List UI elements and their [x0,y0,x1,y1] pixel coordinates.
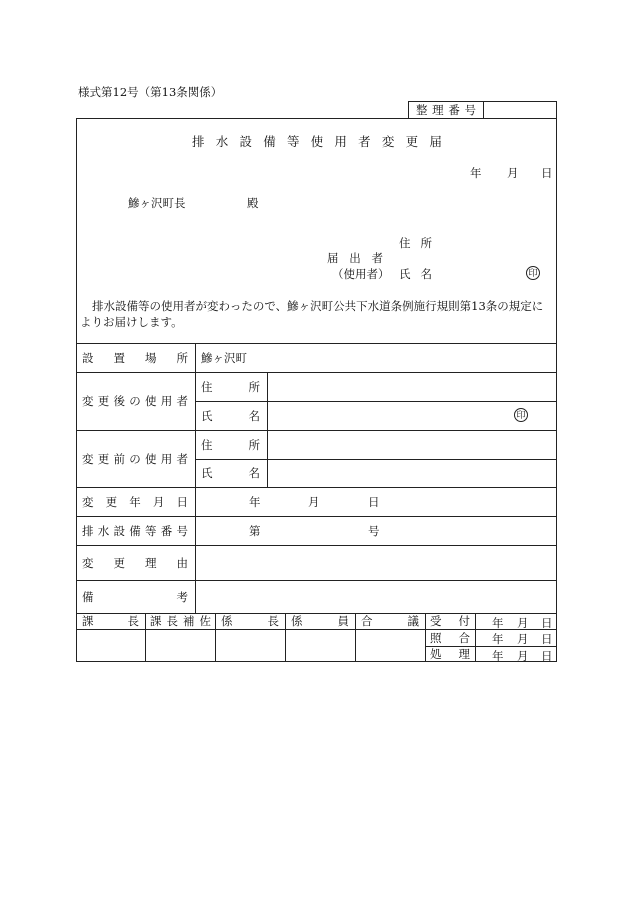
applicant-user-label: （使用者） [332,267,390,281]
stamp-cell-deputy-chief[interactable] [146,630,214,661]
approval-staff: 係 員 [291,614,349,628]
new-user-label: 変 更 後 の 使 用 者 [82,394,188,408]
approval-section-chief: 課 長 [82,614,139,628]
reference-number-field[interactable] [484,101,556,119]
statement-line-2: よりお届けします。 [80,315,183,329]
reason-field[interactable] [196,546,556,579]
new-user-name-label: 氏 名 [201,408,260,423]
reason-label: 変 更 理 由 [82,555,188,570]
process-received-label: 受 付 [430,614,470,628]
process-handled-day: 日 [541,649,553,663]
change-day-label: 日 [368,495,380,509]
form-reference: 様式第12号（第13条関係） [78,85,223,99]
stamp-cell-staff[interactable] [286,630,354,661]
change-date-label: 変 更 年 月 日 [82,494,188,509]
process-handled-label: 処 理 [430,647,470,661]
process-received-year: 年 [492,616,504,630]
new-user-name-field[interactable] [268,402,556,429]
remarks-field[interactable] [196,581,556,612]
applicant-address-label: 住 所 [399,236,432,250]
filing-year-label: 年 [470,166,482,180]
change-year-label: 年 [249,495,261,509]
change-month-label: 月 [308,495,320,509]
stamp-cell-section-chief[interactable] [77,630,144,661]
process-handled-month: 月 [517,649,529,663]
applicant-name-label: 氏 名 [399,267,432,281]
new-user-address-label: 住 所 [201,379,260,394]
process-collation-label: 照 合 [430,630,470,645]
stamp-cell-consultation[interactable] [356,630,424,661]
old-user-name-label: 氏 名 [201,466,260,480]
old-user-label: 変 更 前 の 使 用 者 [82,451,188,466]
process-received-month: 月 [517,616,529,630]
facility-number-suffix: 号 [368,524,380,538]
new-user-address-field[interactable] [268,373,556,400]
addressee: 鰺ヶ沢町長 [128,196,186,210]
location-value[interactable]: 鰺ヶ沢町 [201,351,247,365]
applicant-role-label: 届 出 者 [327,251,383,265]
process-collation-year: 年 [492,632,504,646]
new-user-seal-icon: 印 [514,408,528,422]
stamp-cell-unit-chief[interactable] [216,630,284,661]
location-label: 設 置 場 所 [82,350,188,365]
filing-day-label: 日 [541,166,553,180]
approval-unit-chief: 係 長 [221,614,279,628]
old-user-name-field[interactable] [268,460,556,486]
approval-divider [475,613,476,662]
applicant-seal-icon: 印 [526,266,540,280]
old-user-address-field[interactable] [268,431,556,458]
facility-number-label: 排 水 設 備 等 番 号 [82,523,188,538]
statement-line-1: 排水設備等の使用者が変わったので、鰺ヶ沢町公共下水道条例施行規則第13条の規定に [92,299,544,313]
process-handled-year: 年 [492,649,504,663]
honorific: 殿 [247,196,259,210]
old-user-address-label: 住 所 [201,437,260,452]
process-collation-day: 日 [541,632,553,646]
facility-number-prefix: 第 [249,524,261,538]
approval-consultation: 合 議 [361,614,419,628]
process-received-day: 日 [541,616,553,630]
remarks-label: 備 考 [82,589,188,604]
reference-number-label: 整 理 番 号 [416,103,476,117]
approval-deputy-chief: 課 長 補 佐 [150,614,211,628]
process-collation-month: 月 [517,632,529,646]
approval-divider [425,613,426,662]
form-title: 排 水 設 備 等 使 用 者 変 更 届 [192,134,442,149]
filing-month-label: 月 [507,166,519,180]
